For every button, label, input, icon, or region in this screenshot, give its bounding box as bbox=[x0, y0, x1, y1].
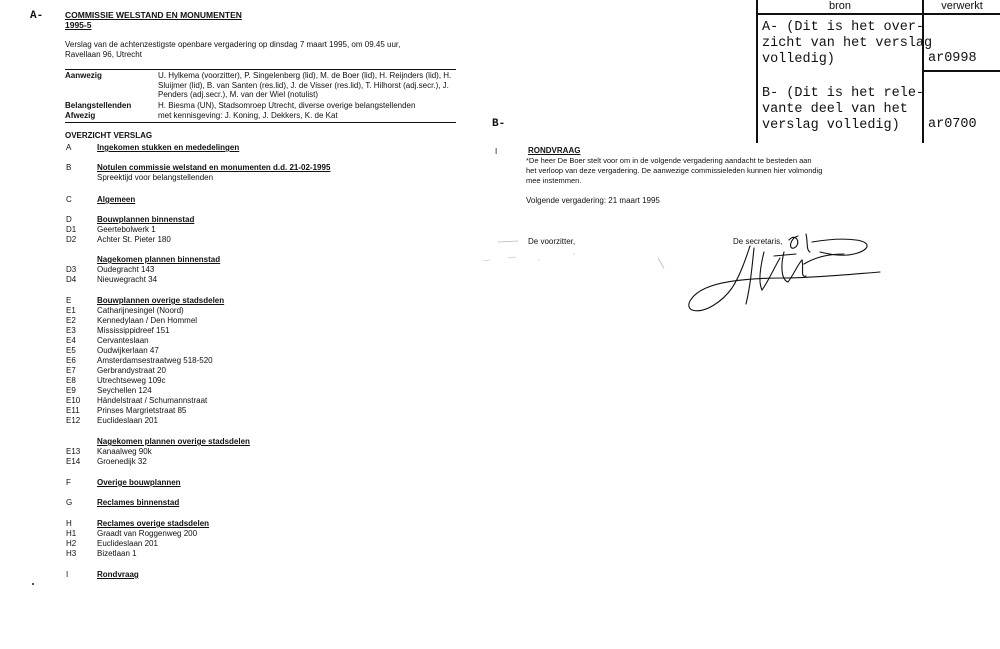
agenda-code: D bbox=[66, 215, 72, 224]
agenda-text: Seychellen 124 bbox=[97, 386, 152, 395]
intro-line-2: Ravellaan 96, Utrecht bbox=[65, 50, 142, 59]
agenda-text: Gerbrandystraat 20 bbox=[97, 366, 166, 375]
agenda-text: Reclames overige stadsdelen bbox=[97, 519, 210, 528]
agenda-code: G bbox=[66, 498, 73, 507]
stamp-b-line-2: vante deel van het bbox=[762, 102, 908, 117]
agenda-code: E bbox=[66, 296, 72, 305]
stamp-a-line-3: volledig) bbox=[762, 52, 835, 67]
agenda-code: E9 bbox=[66, 386, 76, 395]
agenda-text: Spreektijd voor belangstellenden bbox=[97, 173, 214, 182]
agenda-text: Kennedylaan / Den Hommel bbox=[97, 316, 198, 325]
agenda-text: Ingekomen stukken en mededelingen bbox=[97, 143, 240, 152]
agenda-text: Utrechtseweg 109c bbox=[97, 376, 166, 385]
agenda-text: Notulen commissie welstand en monumenten d.d. 21-02-1995 bbox=[97, 163, 331, 172]
agenda-code: E2 bbox=[66, 316, 76, 325]
marker-b: B- bbox=[492, 118, 506, 130]
agenda-code: D1 bbox=[66, 225, 77, 234]
stamp-b-line-3: verslag volledig) bbox=[762, 118, 900, 133]
agenda-code: D4 bbox=[66, 275, 77, 284]
document-title: COMMISSIE WELSTAND EN MONUMENTEN bbox=[65, 10, 242, 20]
agenda-text: Groenedijk 32 bbox=[97, 457, 147, 466]
agenda-code: E10 bbox=[66, 396, 81, 405]
stamp-a-line-2: zicht van het verslag bbox=[762, 36, 933, 51]
attendance-top-rule bbox=[65, 69, 456, 70]
stamp-a-rule bbox=[922, 70, 1000, 72]
agenda-text: Händelstraat / Schumannstraat bbox=[97, 396, 208, 405]
rondvraag-line-3: mee instemmen. bbox=[526, 176, 582, 185]
present-text: U. Hylkema (voorzitter), P. Singelenberg (lid), M. de Boer (lid), H. Reijnders (lid), H. Sluijmer (lid), B. van Santen (res.lid), J. de Visser (res.lid), T. Hilhorst (adj.secr.), J. Penders (adj.secr.), M. van der Wiel (notulist) bbox=[158, 71, 452, 100]
agenda-code: E14 bbox=[66, 457, 81, 466]
agenda-code: I bbox=[66, 570, 69, 579]
agenda-text: Nieuwegracht 34 bbox=[97, 275, 158, 284]
agenda-code: A bbox=[66, 143, 72, 152]
scan-dot bbox=[32, 583, 34, 585]
agenda-code: H2 bbox=[66, 539, 77, 548]
rondvraag-code: I bbox=[495, 147, 498, 156]
agenda-text: Achter St. Pieter 180 bbox=[97, 235, 171, 244]
agenda-code: E13 bbox=[66, 447, 81, 456]
agenda-text: Oudegracht 143 bbox=[97, 265, 155, 274]
agenda-text: Algemeen bbox=[97, 195, 136, 204]
agenda-code: E8 bbox=[66, 376, 76, 385]
chair-label: De voorzitter, bbox=[528, 237, 576, 246]
agenda-text: Euclideslaan 201 bbox=[97, 539, 158, 548]
agenda-text: Cervanteslaan bbox=[97, 336, 149, 345]
agenda-text: Catharijnesingel (Noord) bbox=[97, 306, 184, 315]
agenda-code: D2 bbox=[66, 235, 77, 244]
agenda-text: Bizetlaan 1 bbox=[97, 549, 137, 558]
agenda-code: H bbox=[66, 519, 72, 528]
agenda-code: D3 bbox=[66, 265, 77, 274]
stamp-col-processed: verwerkt bbox=[941, 0, 983, 12]
document-number: 1995-5 bbox=[65, 20, 92, 30]
agenda-text: Rondvraag bbox=[97, 570, 139, 579]
absent-label: Afwezig bbox=[65, 111, 96, 120]
agenda-text: Euclideslaan 201 bbox=[97, 416, 158, 425]
present-label: Aanwezig bbox=[65, 71, 102, 80]
agenda-code: H1 bbox=[66, 529, 77, 538]
agenda-text: Overige bouwplannen bbox=[97, 478, 181, 487]
stamp-header-rule bbox=[756, 13, 1000, 15]
agenda-code: E12 bbox=[66, 416, 81, 425]
agenda-code: E7 bbox=[66, 366, 76, 375]
agenda-code: E11 bbox=[66, 406, 80, 415]
rondvraag-line-2: het verloop van deze vergadering. De aanwezige commissieleden kunnen hier volmondig bbox=[526, 166, 823, 175]
agenda-code: E1 bbox=[66, 306, 76, 315]
agenda-code: C bbox=[66, 195, 72, 204]
rondvraag-line-1: *De heer De Boer stelt voor om in de volgende vergadering aandacht te besteden aan bbox=[526, 156, 812, 165]
secretary-signature bbox=[684, 228, 884, 323]
stamp-b-code: ar0700 bbox=[928, 117, 977, 132]
attendance-bottom-rule bbox=[65, 122, 456, 123]
agenda-code: F bbox=[66, 478, 71, 487]
agenda-code: B bbox=[66, 163, 72, 172]
agenda-text: Prinses Margrietstraat 85 bbox=[97, 406, 187, 415]
agenda-code: E6 bbox=[66, 356, 76, 365]
agenda-code: E5 bbox=[66, 346, 76, 355]
rondvraag-heading: RONDVRAAG bbox=[528, 146, 581, 155]
next-meeting: Volgende vergadering: 21 maart 1995 bbox=[526, 196, 660, 205]
stakeholders-text: H. Biesma (UN), Stadsomroep Utrecht, diverse overige belangstellenden bbox=[158, 101, 416, 110]
stamp-b-line-1: B- (Dit is het rele- bbox=[762, 86, 925, 101]
agenda-text: Nagekomen plannen overige stadsdelen bbox=[97, 437, 250, 446]
agenda-code: E4 bbox=[66, 336, 76, 345]
stakeholders-label: Belangstellenden bbox=[65, 101, 132, 110]
marker-a: A- bbox=[30, 10, 44, 22]
intro-line-1: Verslag van de achtenzestigste openbare vergadering op dinsdag 7 maart 1995, om 09.45 uur, bbox=[65, 40, 401, 49]
stamp-col-source: bron bbox=[828, 0, 852, 12]
agenda-text: Bouwplannen binnenstad bbox=[97, 215, 195, 224]
agenda-text: Graadt van Roggenweg 200 bbox=[97, 529, 198, 538]
agenda-text: Geertebolwerk 1 bbox=[97, 225, 156, 234]
archive-stamp bbox=[756, 0, 1000, 146]
scan-marks bbox=[478, 236, 678, 276]
stamp-a-line-1: A- (Dit is het over- bbox=[762, 20, 925, 35]
stamp-a-code: ar0998 bbox=[928, 51, 977, 66]
agenda-text: Kanaalweg 90k bbox=[97, 447, 152, 456]
agenda-text: Mississippidreef 151 bbox=[97, 326, 170, 335]
agenda-text: Oudwijkerlaan 47 bbox=[97, 346, 159, 355]
agenda-code: E3 bbox=[66, 326, 76, 335]
overview-heading: OVERZICHT VERSLAG bbox=[65, 131, 153, 140]
stamp-left-border bbox=[756, 0, 758, 143]
agenda-text: Nagekomen plannen binnenstad bbox=[97, 255, 221, 264]
agenda-text: Reclames binnenstad bbox=[97, 498, 180, 507]
secretary-label: De secretaris, bbox=[733, 237, 783, 246]
absent-text: met kennisgeving: J. Koning, J. Dekkers, K. de Kat bbox=[158, 111, 338, 120]
agenda-text: Bouwplannen overige stadsdelen bbox=[97, 296, 225, 305]
agenda-text: Amsterdamsestraatweg 518-520 bbox=[97, 356, 213, 365]
agenda-code: H3 bbox=[66, 549, 77, 558]
